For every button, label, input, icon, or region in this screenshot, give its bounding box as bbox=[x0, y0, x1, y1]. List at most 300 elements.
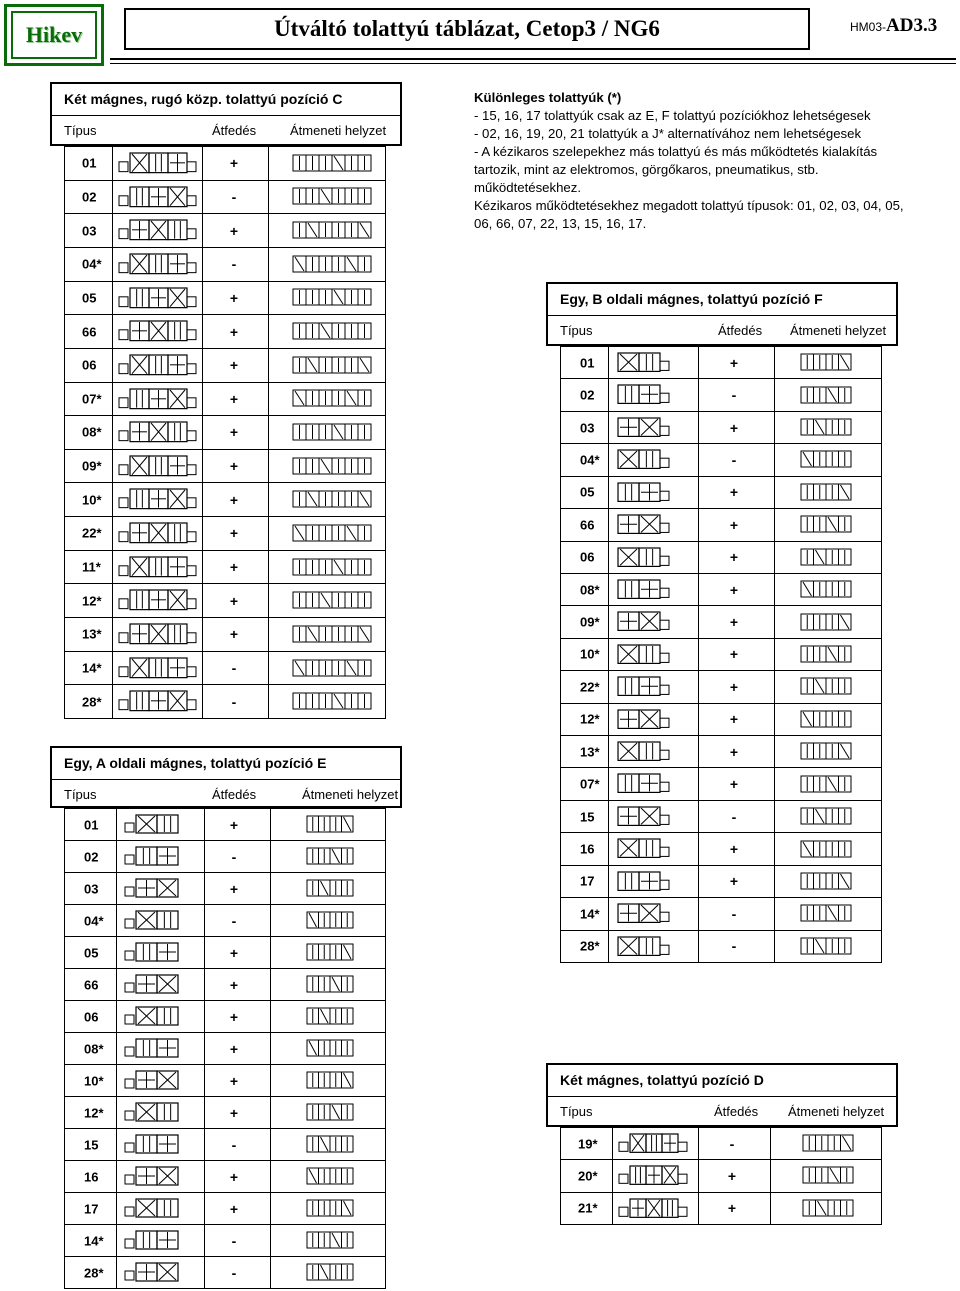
overlap-value: + bbox=[729, 873, 739, 890]
transition-symbol-icon bbox=[292, 186, 372, 211]
spool-type: 10* bbox=[84, 1073, 104, 1088]
spool-row bbox=[64, 1097, 386, 1129]
logo-frame bbox=[11, 11, 97, 59]
spool-row bbox=[64, 349, 386, 383]
overlap-value: + bbox=[229, 525, 239, 542]
spool-symbol-icon bbox=[124, 972, 190, 1001]
special-spools-note bbox=[474, 89, 914, 233]
note-line: - 02, 16, 19, 20, 21 tolattyúk a J* alternatívához nem lehetségesek bbox=[474, 126, 862, 141]
spool-row bbox=[560, 736, 882, 768]
spool-row bbox=[64, 841, 386, 873]
transition-symbol-icon bbox=[306, 1070, 354, 1095]
transition-symbol-icon bbox=[292, 254, 372, 279]
spool-symbol-icon bbox=[618, 1196, 690, 1225]
spool-type: 06 bbox=[580, 549, 595, 565]
spool-row bbox=[64, 873, 386, 905]
spool-type: 02 bbox=[580, 387, 595, 403]
spool-symbol-icon bbox=[124, 1132, 190, 1161]
spool-symbol-icon bbox=[118, 621, 200, 652]
overlap-value: - bbox=[731, 808, 737, 825]
spool-type: 14* bbox=[82, 660, 102, 676]
overlap-value: + bbox=[229, 323, 239, 340]
spool-row bbox=[64, 517, 386, 551]
spool-row bbox=[560, 574, 882, 606]
column-transition: Átmeneti helyzet bbox=[290, 123, 387, 138]
spool-type: 06 bbox=[82, 357, 97, 373]
header-divider bbox=[548, 1096, 896, 1097]
transition-symbol-icon bbox=[802, 1198, 854, 1223]
overlap-value: - bbox=[731, 451, 737, 468]
spool-symbol-icon bbox=[616, 609, 682, 638]
overlap-value: - bbox=[231, 848, 237, 865]
spool-row bbox=[64, 248, 386, 282]
spool-symbol-icon bbox=[124, 876, 190, 905]
spool-row bbox=[64, 809, 386, 841]
note-line: Kézikaros működtetésekhez megadott tolattyú típusok: 01, 02, 03, 04, 05, bbox=[474, 198, 904, 213]
table-c-header bbox=[50, 82, 402, 146]
overlap-value: - bbox=[231, 1136, 237, 1153]
overlap-value: - bbox=[731, 387, 737, 404]
spool-symbol-icon bbox=[618, 1131, 690, 1160]
transition-symbol-icon bbox=[292, 388, 372, 413]
spool-type: 03 bbox=[84, 881, 99, 896]
table-d-header bbox=[546, 1063, 898, 1127]
spool-type: 06 bbox=[84, 1009, 99, 1024]
transition-symbol-icon bbox=[292, 557, 372, 582]
spool-type: 15 bbox=[580, 809, 595, 825]
spool-row bbox=[64, 1033, 386, 1065]
transition-symbol-icon bbox=[292, 523, 372, 548]
spool-symbol-icon bbox=[124, 1004, 190, 1033]
note-line: 06, 66, 07, 22, 13, 15, 16, 17. bbox=[474, 216, 647, 231]
spool-type: 13* bbox=[82, 626, 102, 642]
spool-type: 05 bbox=[84, 945, 99, 960]
table-e-grid bbox=[64, 808, 386, 1289]
document-code-prefix: HM03- bbox=[850, 20, 887, 34]
spool-type: 16 bbox=[580, 841, 595, 857]
spool-symbol-icon bbox=[616, 739, 682, 768]
spool-row bbox=[64, 652, 386, 686]
transition-symbol-icon bbox=[800, 514, 852, 539]
spool-type: 66 bbox=[580, 517, 595, 533]
transition-symbol-icon bbox=[292, 624, 372, 649]
header-divider bbox=[52, 779, 400, 780]
spool-symbol-icon bbox=[118, 318, 200, 349]
column-type: Típus bbox=[64, 787, 97, 802]
transition-symbol-icon bbox=[306, 1038, 354, 1063]
spool-type: 05 bbox=[82, 290, 97, 306]
spool-symbol-icon bbox=[124, 1036, 190, 1065]
spool-symbol-icon bbox=[124, 1100, 190, 1129]
spool-type: 28* bbox=[580, 938, 600, 954]
overlap-value: + bbox=[229, 390, 239, 407]
spool-type: 28* bbox=[82, 694, 102, 710]
spool-type: 02 bbox=[84, 849, 99, 864]
spool-type: 09* bbox=[580, 614, 600, 630]
column-transition: Átmeneti helyzet bbox=[790, 323, 887, 338]
spool-symbol-icon bbox=[616, 836, 682, 865]
overlap-value: - bbox=[231, 693, 237, 710]
overlap-value: + bbox=[729, 841, 739, 858]
logo-text: Hikev bbox=[25, 22, 83, 47]
transition-symbol-icon bbox=[292, 658, 372, 683]
overlap-value: - bbox=[731, 938, 737, 955]
transition-symbol-icon bbox=[800, 741, 852, 766]
spool-symbol-icon bbox=[616, 382, 682, 411]
overlap-value: + bbox=[229, 491, 239, 508]
note-line: - A kézikaros szelepekhez más tolattyú és más működtetés kialakítás bbox=[474, 144, 878, 159]
header-divider bbox=[548, 315, 896, 316]
overlap-value: + bbox=[229, 222, 239, 239]
overlap-value: + bbox=[729, 484, 739, 501]
spool-row bbox=[64, 450, 386, 484]
spool-symbol-icon bbox=[616, 350, 682, 379]
spool-row bbox=[560, 931, 882, 963]
spool-row bbox=[64, 1129, 386, 1161]
transition-symbol-icon bbox=[800, 936, 852, 961]
spool-row bbox=[64, 1161, 386, 1193]
transition-symbol-icon bbox=[800, 385, 852, 410]
column-overlap: Átfedés bbox=[718, 323, 763, 338]
overlap-value: + bbox=[229, 1200, 239, 1217]
transition-symbol-icon bbox=[292, 691, 372, 716]
spool-symbol-icon bbox=[616, 901, 682, 930]
spool-symbol-icon bbox=[124, 812, 190, 841]
column-type: Típus bbox=[64, 123, 97, 138]
page-title: Útváltó tolattyú táblázat, Cetop3 / NG6 bbox=[274, 16, 660, 41]
transition-symbol-icon bbox=[292, 422, 372, 447]
spool-type: 09* bbox=[82, 458, 102, 474]
spool-symbol-icon bbox=[616, 707, 682, 736]
transition-symbol-icon bbox=[292, 590, 372, 615]
transition-symbol-icon bbox=[306, 814, 354, 839]
transition-symbol-icon bbox=[306, 846, 354, 871]
table-e-title: Egy, A oldali mágnes, tolattyú pozíció E bbox=[64, 755, 327, 771]
overlap-value: + bbox=[729, 678, 739, 695]
overlap-value: + bbox=[229, 1104, 239, 1121]
spool-symbol-icon bbox=[124, 1196, 190, 1225]
overlap-value: + bbox=[229, 155, 239, 172]
spool-type: 12* bbox=[82, 593, 102, 609]
spool-symbol-icon bbox=[124, 1068, 190, 1097]
note-line: tartozik, mint az elektromos, görgőkaros, pneumatikus, stb. bbox=[474, 162, 819, 177]
transition-symbol-icon bbox=[292, 321, 372, 346]
overlap-value: + bbox=[229, 592, 239, 609]
spool-row bbox=[560, 412, 882, 444]
overlap-value: + bbox=[729, 516, 739, 533]
overlap-value: + bbox=[229, 1008, 239, 1025]
spool-row bbox=[560, 542, 882, 574]
overlap-value: + bbox=[729, 743, 739, 760]
spool-symbol-icon bbox=[118, 352, 200, 383]
table-d-grid bbox=[560, 1127, 882, 1225]
transition-symbol-icon bbox=[306, 1230, 354, 1255]
spool-symbol-icon bbox=[118, 655, 200, 686]
company-logo bbox=[4, 4, 104, 66]
transition-symbol-icon bbox=[800, 709, 852, 734]
table-f-grid bbox=[560, 346, 882, 963]
spool-row bbox=[560, 1193, 882, 1225]
spool-symbol-icon bbox=[618, 1163, 690, 1192]
overlap-value: + bbox=[229, 626, 239, 643]
title-box bbox=[124, 8, 810, 50]
overlap-value: + bbox=[729, 419, 739, 436]
transition-symbol-icon bbox=[800, 644, 852, 669]
spool-row bbox=[64, 551, 386, 585]
spool-row bbox=[560, 898, 882, 930]
overlap-value: + bbox=[729, 581, 739, 598]
transition-symbol-icon bbox=[802, 1165, 854, 1190]
spool-symbol-icon bbox=[118, 453, 200, 484]
table-e-header bbox=[50, 746, 402, 808]
spool-type: 04* bbox=[84, 913, 104, 928]
spool-type: 66 bbox=[84, 977, 99, 992]
spool-type: 17 bbox=[84, 1201, 99, 1216]
transition-symbol-icon bbox=[802, 1133, 854, 1158]
spool-row bbox=[560, 509, 882, 541]
note-line: - 15, 16, 17 tolattyúk csak az E, F tolattyú pozíciókhoz lehetségesek bbox=[474, 108, 871, 123]
overlap-value: + bbox=[229, 1040, 239, 1057]
overlap-value: + bbox=[729, 354, 739, 371]
transition-symbol-icon bbox=[800, 871, 852, 896]
transition-symbol-icon bbox=[800, 839, 852, 864]
spool-type: 10* bbox=[580, 646, 600, 662]
overlap-value: + bbox=[729, 776, 739, 793]
spool-row bbox=[64, 618, 386, 652]
spool-row bbox=[64, 214, 386, 248]
spool-symbol-icon bbox=[616, 545, 682, 574]
transition-symbol-icon bbox=[800, 417, 852, 442]
spool-type: 14* bbox=[580, 906, 600, 922]
overlap-value: - bbox=[231, 188, 237, 205]
transition-symbol-icon bbox=[800, 676, 852, 701]
spool-symbol-icon bbox=[118, 285, 200, 316]
transition-symbol-icon bbox=[800, 903, 852, 928]
overlap-value: + bbox=[729, 711, 739, 728]
overlap-value: + bbox=[229, 424, 239, 441]
overlap-value: - bbox=[231, 912, 237, 929]
overlap-value: + bbox=[729, 614, 739, 631]
overlap-value: - bbox=[231, 660, 237, 677]
overlap-value: - bbox=[231, 1264, 237, 1281]
spool-type: 14* bbox=[84, 1233, 104, 1248]
transition-symbol-icon bbox=[306, 1102, 354, 1127]
spool-symbol-icon bbox=[118, 486, 200, 517]
spool-symbol-icon bbox=[616, 674, 682, 703]
spool-symbol-icon bbox=[616, 934, 682, 963]
spool-type: 02 bbox=[82, 189, 97, 205]
column-transition: Átmeneti helyzet bbox=[788, 1104, 885, 1119]
transition-symbol-icon bbox=[292, 220, 372, 245]
spool-type: 28* bbox=[84, 1265, 104, 1280]
spool-row bbox=[64, 937, 386, 969]
column-type: Típus bbox=[560, 1104, 593, 1119]
spool-type: 66 bbox=[82, 324, 97, 340]
overlap-value: + bbox=[729, 549, 739, 566]
spool-symbol-icon bbox=[118, 520, 200, 551]
spool-row bbox=[64, 1193, 386, 1225]
table-f-title: Egy, B oldali mágnes, tolattyú pozíció F bbox=[560, 291, 823, 307]
column-overlap: Átfedés bbox=[714, 1104, 759, 1119]
overlap-value: + bbox=[729, 646, 739, 663]
spool-row bbox=[560, 833, 882, 865]
spool-symbol-icon bbox=[124, 940, 190, 969]
overlap-value: + bbox=[229, 559, 239, 576]
table-c-grid bbox=[64, 146, 386, 719]
transition-symbol-icon bbox=[292, 456, 372, 481]
column-type: Típus bbox=[560, 323, 593, 338]
spool-row bbox=[64, 584, 386, 618]
spool-type: 03 bbox=[580, 420, 595, 436]
transition-symbol-icon bbox=[800, 482, 852, 507]
spool-row bbox=[64, 969, 386, 1001]
transition-symbol-icon bbox=[800, 449, 852, 474]
spool-type: 10* bbox=[82, 492, 102, 508]
transition-symbol-icon bbox=[800, 547, 852, 572]
spool-row bbox=[560, 671, 882, 703]
spool-row bbox=[560, 866, 882, 898]
column-overlap: Átfedés bbox=[212, 123, 257, 138]
spool-row bbox=[560, 1160, 882, 1192]
transition-symbol-icon bbox=[800, 806, 852, 831]
transition-symbol-icon bbox=[306, 878, 354, 903]
spool-type: 04* bbox=[82, 256, 102, 272]
spool-type: 08* bbox=[580, 582, 600, 598]
note-heading: Különleges tolattyúk (*) bbox=[474, 90, 622, 105]
transition-symbol-icon bbox=[800, 579, 852, 604]
transition-symbol-icon bbox=[292, 287, 372, 312]
transition-symbol-icon bbox=[306, 942, 354, 967]
spool-type: 12* bbox=[84, 1105, 104, 1120]
spool-symbol-icon bbox=[124, 844, 190, 873]
document-code bbox=[850, 15, 937, 37]
overlap-value: + bbox=[727, 1200, 737, 1217]
spool-type: 01 bbox=[84, 817, 99, 832]
spool-row bbox=[560, 444, 882, 476]
spool-symbol-icon bbox=[124, 1164, 190, 1193]
spool-type: 13* bbox=[580, 744, 600, 760]
spool-symbol-icon bbox=[118, 419, 200, 450]
spool-symbol-icon bbox=[124, 908, 190, 937]
transition-symbol-icon bbox=[306, 974, 354, 999]
spool-row bbox=[560, 768, 882, 800]
spool-row bbox=[64, 315, 386, 349]
header-rule-thin bbox=[110, 63, 956, 64]
table-f-header bbox=[546, 282, 898, 346]
spool-row bbox=[64, 1001, 386, 1033]
spool-type: 21* bbox=[578, 1200, 598, 1216]
spool-symbol-icon bbox=[616, 804, 682, 833]
spool-symbol-icon bbox=[118, 386, 200, 417]
spool-type: 17 bbox=[580, 873, 595, 889]
spool-type: 01 bbox=[82, 155, 97, 171]
overlap-value: + bbox=[229, 357, 239, 374]
spool-type: 05 bbox=[580, 484, 595, 500]
spool-symbol-icon bbox=[616, 642, 682, 671]
spool-row bbox=[64, 1257, 386, 1289]
overlap-value: + bbox=[727, 1167, 737, 1184]
spool-type: 19* bbox=[578, 1136, 598, 1152]
spool-row bbox=[64, 147, 386, 181]
transition-symbol-icon bbox=[306, 1166, 354, 1191]
spool-row bbox=[64, 685, 386, 719]
spool-symbol-icon bbox=[118, 688, 200, 719]
spool-symbol-icon bbox=[118, 217, 200, 248]
document-code-main: AD3.3 bbox=[886, 15, 938, 36]
overlap-value: + bbox=[229, 1168, 239, 1185]
overlap-value: + bbox=[229, 944, 239, 961]
column-transition: Átmeneti helyzet bbox=[302, 787, 399, 802]
table-d-title: Két mágnes, tolattyú pozíció D bbox=[560, 1072, 764, 1088]
spool-row bbox=[64, 483, 386, 517]
overlap-value: - bbox=[731, 905, 737, 922]
spool-symbol-icon bbox=[124, 1260, 190, 1289]
spool-row bbox=[64, 905, 386, 937]
spool-symbol-icon bbox=[124, 1228, 190, 1257]
spool-type: 07* bbox=[580, 776, 600, 792]
spool-symbol-icon bbox=[118, 587, 200, 618]
spool-type: 12* bbox=[580, 711, 600, 727]
transition-symbol-icon bbox=[800, 352, 852, 377]
spool-symbol-icon bbox=[118, 554, 200, 585]
transition-symbol-icon bbox=[800, 612, 852, 637]
transition-symbol-icon bbox=[292, 489, 372, 514]
spool-type: 08* bbox=[82, 424, 102, 440]
spool-symbol-icon bbox=[118, 184, 200, 215]
spool-row bbox=[64, 282, 386, 316]
overlap-value: + bbox=[229, 816, 239, 833]
overlap-value: + bbox=[229, 289, 239, 306]
spool-symbol-icon bbox=[118, 150, 200, 181]
spool-type: 04* bbox=[580, 452, 600, 468]
spool-type: 11* bbox=[82, 559, 101, 575]
transition-symbol-icon bbox=[292, 153, 372, 178]
spool-symbol-icon bbox=[616, 480, 682, 509]
overlap-value: - bbox=[231, 256, 237, 273]
transition-symbol-icon bbox=[306, 1198, 354, 1223]
spool-type: 20* bbox=[578, 1168, 598, 1184]
spool-symbol-icon bbox=[616, 577, 682, 606]
spool-symbol-icon bbox=[616, 771, 682, 800]
spool-row bbox=[560, 639, 882, 671]
spool-row bbox=[64, 1065, 386, 1097]
transition-symbol-icon bbox=[306, 910, 354, 935]
overlap-value: + bbox=[229, 976, 239, 993]
spool-row bbox=[64, 416, 386, 450]
spool-type: 22* bbox=[580, 679, 600, 695]
transition-symbol-icon bbox=[306, 1134, 354, 1159]
spool-row bbox=[64, 383, 386, 417]
spool-symbol-icon bbox=[616, 512, 682, 541]
spool-symbol-icon bbox=[616, 447, 682, 476]
column-overlap: Átfedés bbox=[212, 787, 257, 802]
spool-row bbox=[560, 1128, 882, 1160]
spool-row bbox=[560, 477, 882, 509]
overlap-value: - bbox=[231, 1232, 237, 1249]
spool-row bbox=[560, 801, 882, 833]
overlap-value: + bbox=[229, 880, 239, 897]
note-line: működtetésekhez. bbox=[474, 180, 582, 195]
overlap-value: - bbox=[729, 1135, 735, 1152]
spool-type: 07* bbox=[82, 391, 102, 407]
transition-symbol-icon bbox=[306, 1006, 354, 1031]
spool-row bbox=[560, 606, 882, 638]
spool-type: 01 bbox=[580, 355, 595, 371]
overlap-value: + bbox=[229, 1072, 239, 1089]
spool-type: 15 bbox=[84, 1137, 99, 1152]
transition-symbol-icon bbox=[292, 355, 372, 380]
spool-type: 03 bbox=[82, 223, 97, 239]
